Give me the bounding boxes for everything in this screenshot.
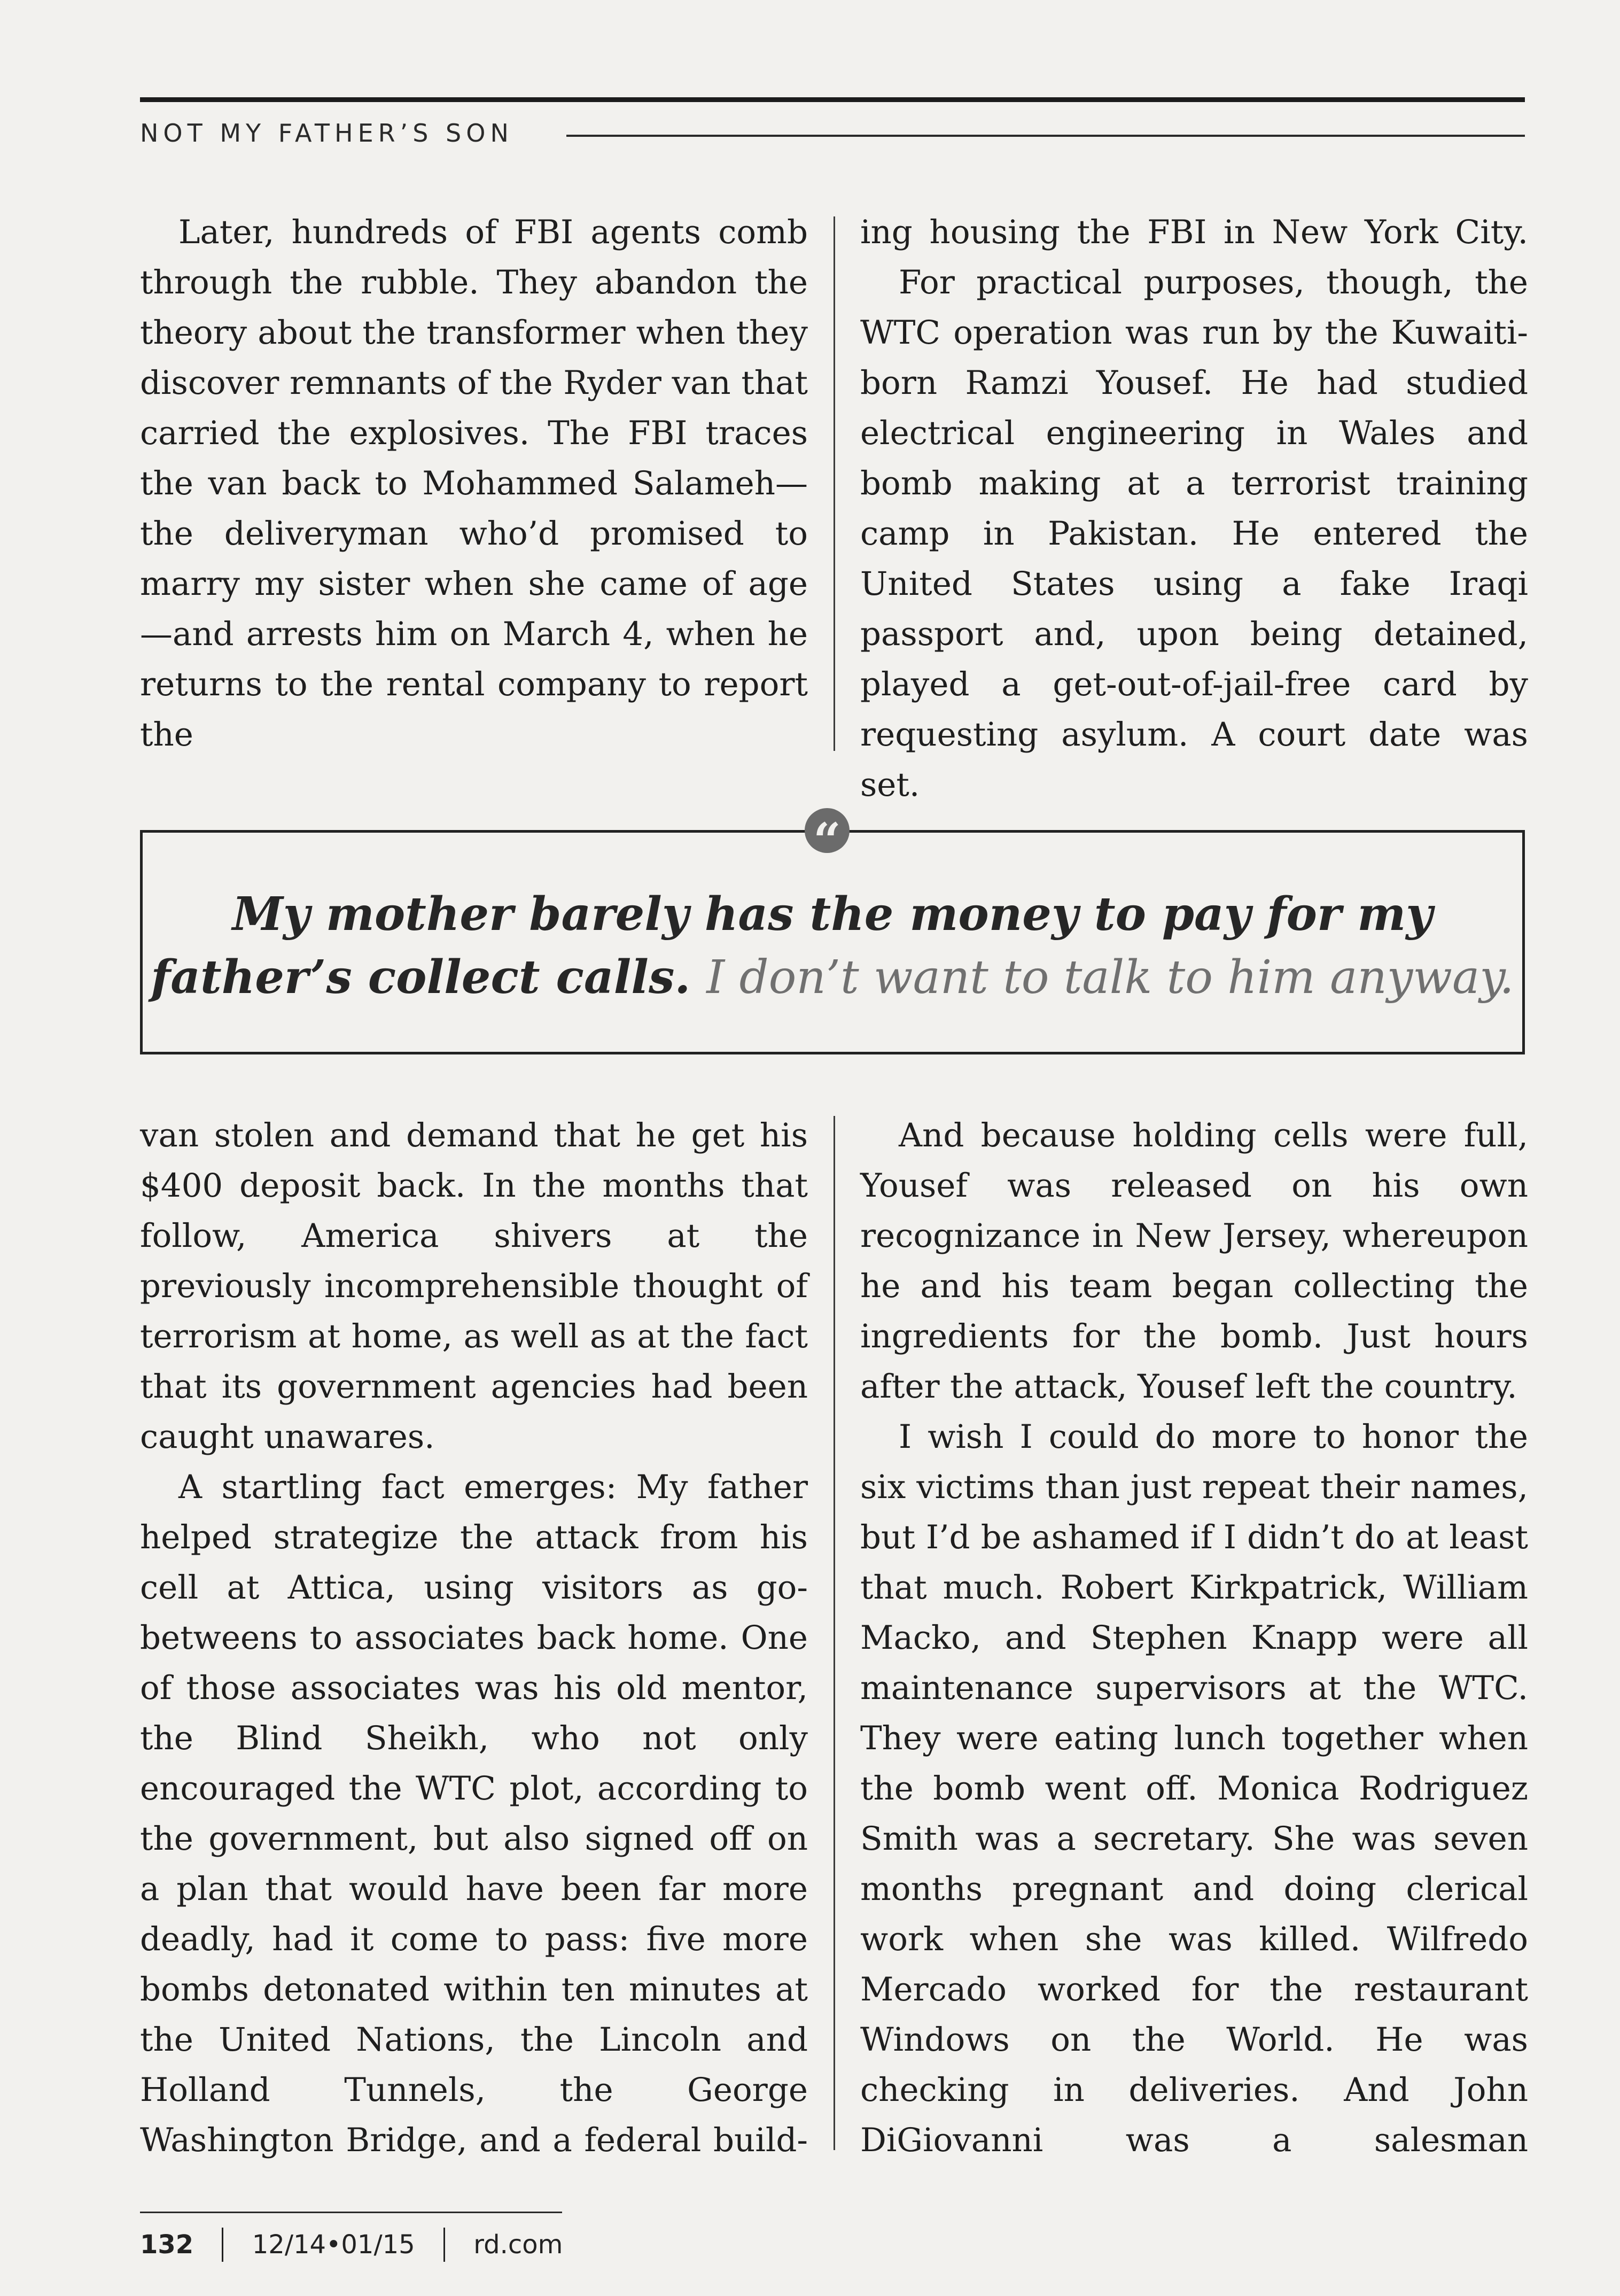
quote-mark-icon: “ bbox=[805, 808, 850, 853]
paragraph: van stolen and demand that he get his $400 deposit back. In the months that follow, America shivers at the previously incomprehensible thought of terrorism at home, as well as at the fact that its government agencies had been caught unawares. bbox=[140, 1116, 808, 1456]
column-divider bbox=[834, 216, 835, 751]
column-right-top bbox=[860, 207, 1528, 810]
column-left-top bbox=[140, 207, 808, 760]
paragraph: A startling fact emerges: My father helped strategize the attack from his cell at Attica, using visitors as go-betweens to associates back home. One of those associates was his old mentor, the Blind Sheikh, who not only encouraged the WTC plot, according to the government, but also signed off on a plan that would have been far more deadly, had it come to pass: five more bombs detonated within ten minutes at the United Nations, the Lincoln and Holland Tunnels, the George Washington Bridge, and a federal build- bbox=[140, 1468, 808, 2159]
column-left-bottom bbox=[140, 1111, 808, 2166]
site-url: rd.com bbox=[473, 2230, 563, 2260]
paragraph: I wish I could do more to honor the six victims than just repeat their names, but I’d be ashamed if I didn’t do at least that much. Robert Kirkpatrick, William Macko, and Stephen Knapp were all maintenance supervisors at the WTC. They were eating lunch together when the bomb went off. Monica Rodriguez Smith was a secretary. She was seven months pregnant and doing clerical work when she was killed. Wilfredo Mercado worked for the restaurant Windows on the World. He was checking in deliveries. And John DiGiovanni was a salesman bbox=[860, 1418, 1528, 2159]
footer-rule bbox=[140, 2212, 562, 2213]
pull-quote-part-1: My mother barely has the money to pay for my father’s collect calls. bbox=[151, 887, 1433, 1004]
top-rule bbox=[140, 97, 1525, 102]
running-head: NOT MY FATHER’S SON bbox=[140, 119, 513, 148]
column-right-bottom bbox=[860, 1111, 1528, 2166]
paragraph: And because holding cells were full, Yousef was released on his own recognizance in New Jersey, whereupon he and his team began collecting the ingredients for the bomb. Just hours after the attack, Yousef left the country. bbox=[860, 1116, 1528, 1406]
folio-separator bbox=[443, 2228, 445, 2262]
paragraph: For practical purposes, though, the WTC operation was run by the Kuwaiti-born Ramzi Yousef. He had studied electrical engineering in Wales and bomb making at a terrorist training camp in Pakistan. He entered the United States using a fake Iraqi passport and, upon being detained, played a get-out-of-jail-free card by requesting asylum. A court date was set. bbox=[860, 263, 1528, 804]
folio-separator bbox=[222, 2228, 223, 2262]
paragraph: Later, hundreds of FBI agents comb through the rubble. They abandon the theory about the transformer when they discover remnants of the Ryder van that carried the explosives. The FBI traces the van back to Mohammed Salameh—the deliveryman who’d promised to marry my sister when she came of age—and arrests him on March 4, when he returns to the rental company to report the bbox=[140, 213, 808, 754]
column-divider bbox=[834, 1116, 835, 2150]
issue-date: 12/14•01/15 bbox=[252, 2230, 415, 2260]
folio bbox=[140, 2228, 563, 2260]
paragraph: ing housing the FBI in New York City. bbox=[860, 213, 1528, 251]
running-head-rule bbox=[566, 135, 1525, 137]
pull-quote bbox=[140, 883, 1525, 1009]
page-number: 132 bbox=[140, 2230, 194, 2260]
pull-quote-part-2: I don’t want to talk to him anyway. bbox=[706, 951, 1514, 1004]
